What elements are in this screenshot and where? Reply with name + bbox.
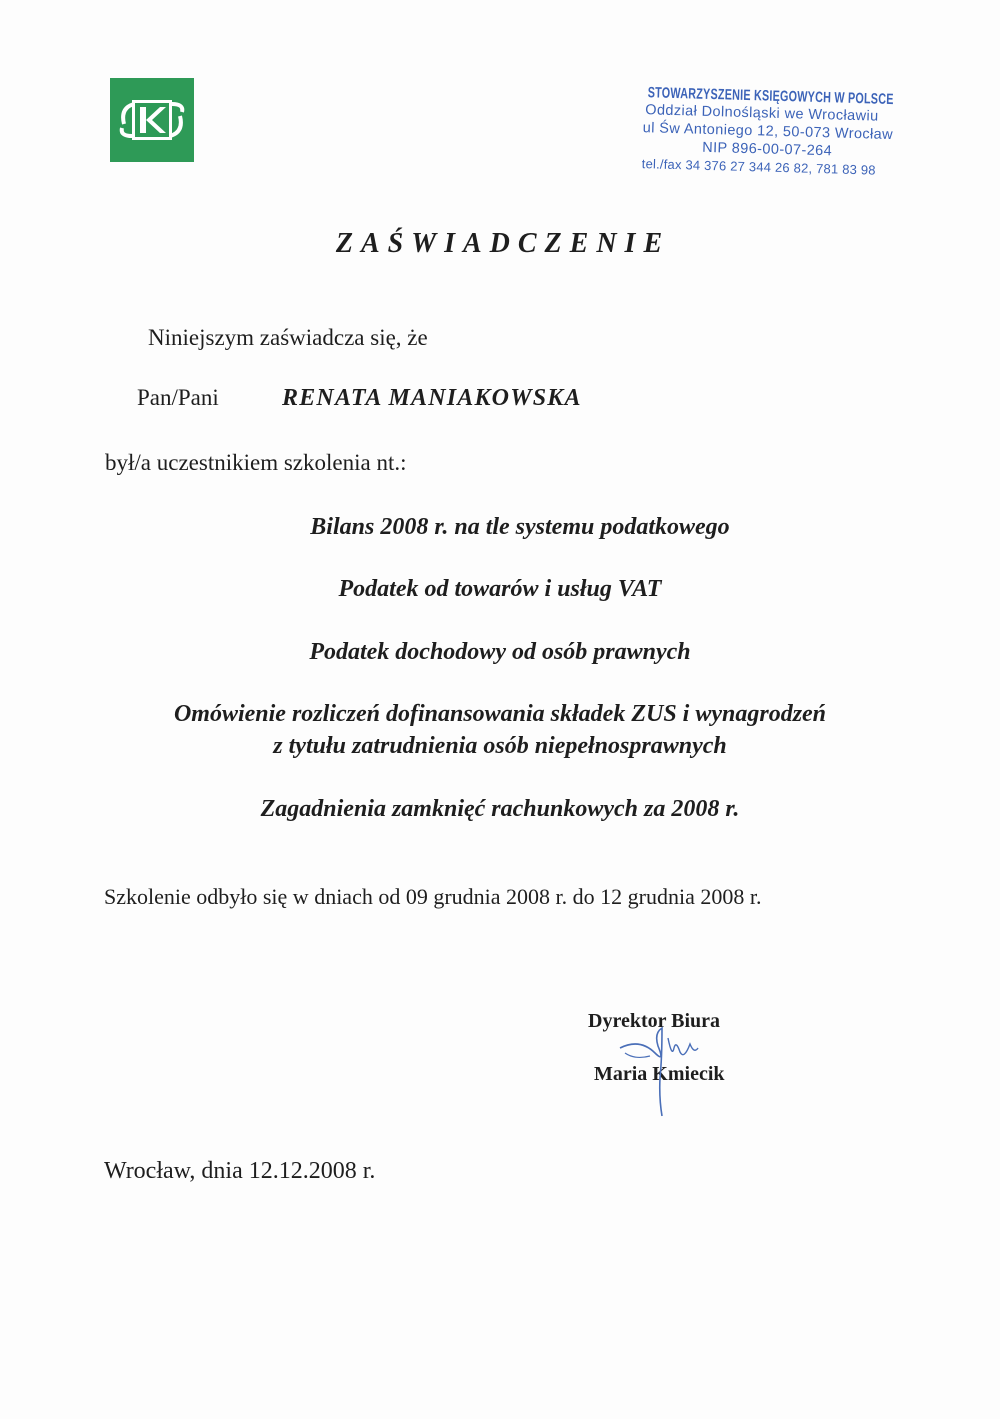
stamp-nip: NIP 896-00-07-264 [702,139,833,160]
intro-text: Niniejszym zaświadcza się, że [148,325,428,350]
topic-item: Podatek od towarów i usług VAT [338,576,662,602]
signatory-name: Maria Kmiecik [594,1063,725,1085]
stamp-phone: tel./fax 34 376 27 344 26 82, 781 83 98 [641,156,876,178]
place-and-date: Wrocław, dnia 12.12.2008 r. [104,1158,376,1184]
signatory-title: Dyrektor Biura [588,1010,721,1032]
topic-item: Omówienie rozliczeń dofinansowania składek ZUS i wynagrodzeń [173,701,827,727]
document-title: ZAŚWIADCZENIE [335,228,671,259]
training-dates: Szkolenie odbyło się w dniach od 09 grudnia 2008 r. do 12 grudnia 2008 r. [104,884,762,909]
sk-logo-icon [110,78,194,162]
handwritten-signature [610,1018,720,1118]
participant-line: był/a uczestnikiem szkolenia nt.: [105,450,407,475]
stamp-organization: STOWARZYSZENIE KSIĘGOWYCH W POLSCE [647,84,894,109]
topic-item: Zagadnienia zamknięć rachunkowych za 2008 r. [260,796,740,822]
organization-stamp [638,84,930,181]
stamp-address: ul Św Antoniego 12, 50-073 Wrocław [642,120,894,144]
topic-item: Bilans 2008 r. na tle systemu podatkowego [310,514,730,540]
participant-name: RENATA MANIAKOWSKA [282,385,582,411]
stamp-branch: Oddział Dolnośląski we Wrocławiu [645,102,879,125]
topic-item: Podatek dochodowy od osób prawnych [309,639,691,665]
salutation: Pan/Pani [137,385,219,410]
topic-item-continuation: z tytułu zatrudnienia osób niepełnosprawnych [273,733,727,759]
